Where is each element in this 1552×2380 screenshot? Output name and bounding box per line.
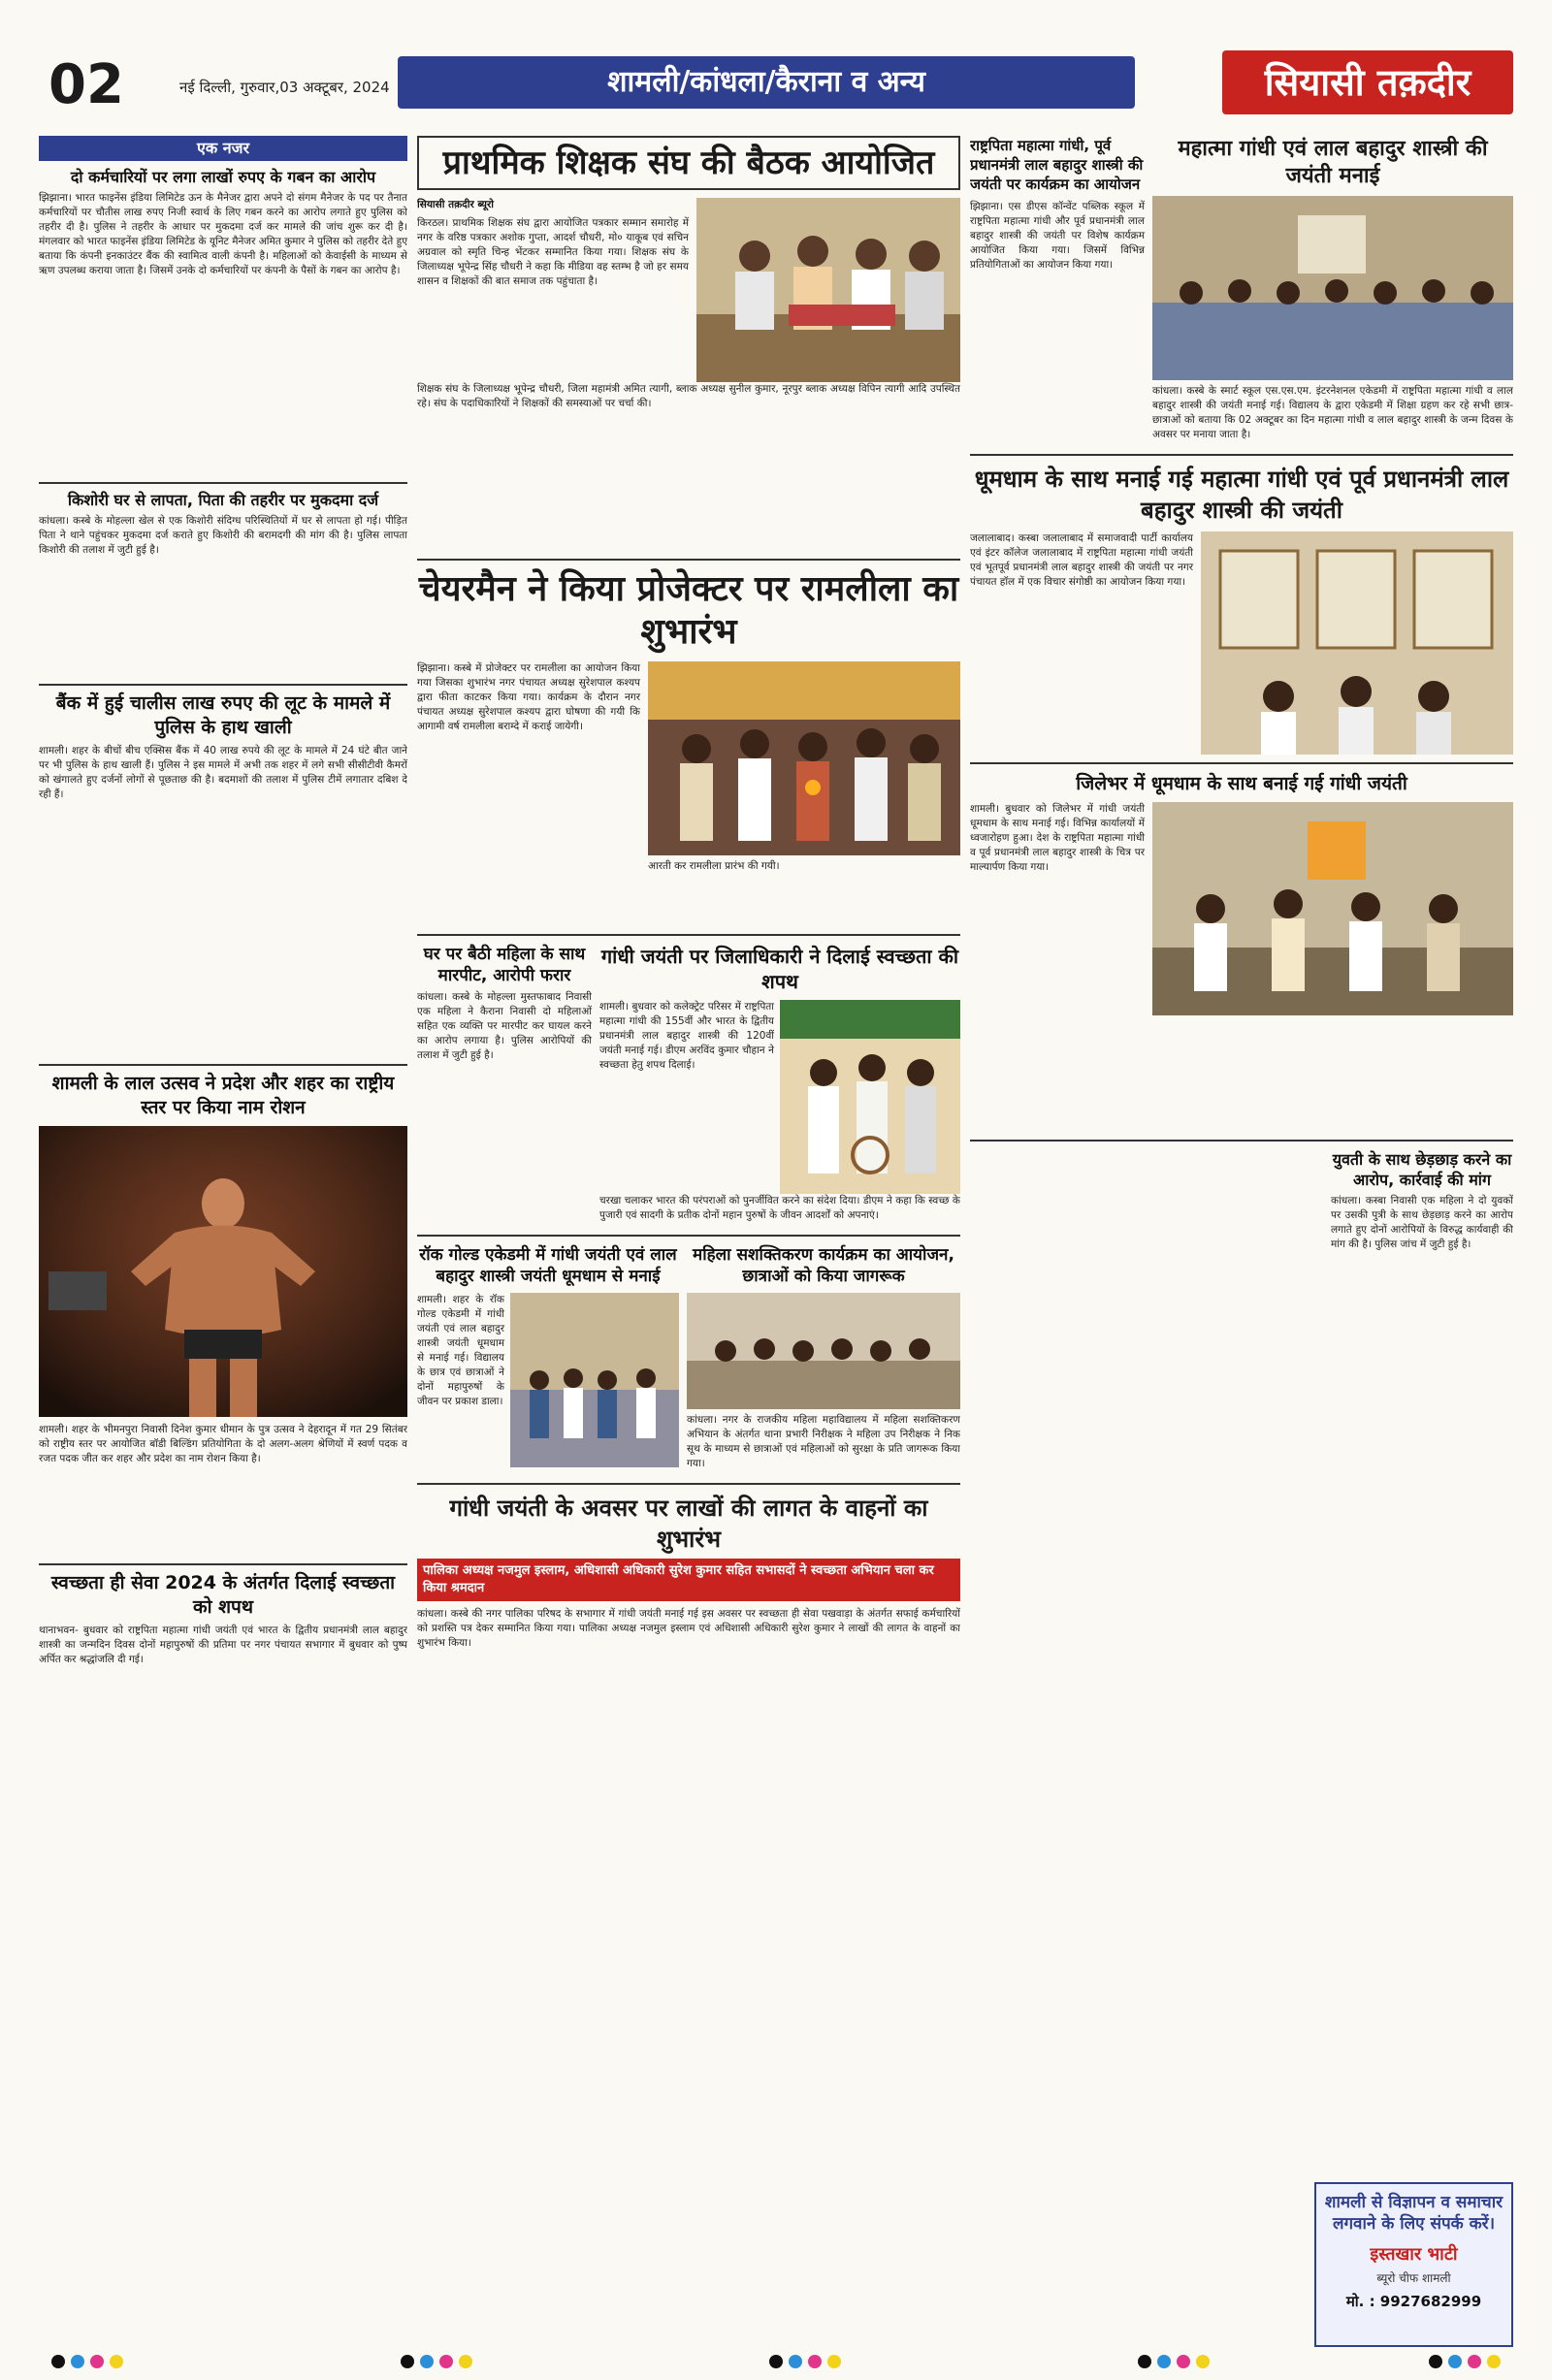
story-jayanti-karyakram: झिझाना। एस डीएस कॉन्वेंट पब्लिक स्कूल में राष्ट्रपिता महात्मा गांधी और पूर्व प्रधानमंत्री लाल बहादुर शास्त्री की जयंती पर विशेष कार्यक्रम आयोजित किया गया। जिसमें विभिन्न प्रतियोगिताओं का आयोजन किया गया। [970,201,1145,271]
headline-chhedchhad: युवती के साथ छेड़छाड़ करने का आरोप, कार्रवाई की मांग [1332,1150,1512,1189]
caption-ramleela: आरती कर रामलीला प्रारंभ की गयी। [648,860,780,872]
story-shikshak: किरठल। प्राथमिक शिक्षक संघ द्वारा आयोजित पत्रकार सम्मान समारोह में नगर के वरिष्ठ पत्रकार अशोक गुप्ता, आदर्श चौधरी, मो० याकूब एवं सचिन अग्रवाल को स्मृति चिन्ह भेंटकर सम्मानित किया गया। शिक्षक संघ के जिलाध्यक्ष भूपेन्द्र सिंह चौधरी ने कहा कि मीडिया वह स्तम्भ है जो हर समय शासन व शिक्षकों की बात समाज तक पहुंचाता है। [417,217,689,287]
ad-text: शामली से विज्ञापन व समाचार लगवाने के लिए संपर्क करें। [1324,2193,1504,2234]
headline-ramleela: चेयरमैन ने किया प्रोजेक्टर पर रामलीला का शुभारंभ [418,569,959,652]
story-swachhata-sewa: थानाभवन- बुधवार को राष्ट्रपिता महात्मा गांधी जयंती एवं भारत के द्वितीय प्रधानमंत्री लाल बहादुर शास्त्री का जन्मदिन दिवस दोनों महापुरुषों की प्रतिमा पर नगर पंचायत सभागार में बुधवार को पुष्प अर्पित कर श्रद्धांजलि दी गई। [39,1624,407,1665]
headline-jilebhar: जिलेभर में धूमधाम के साथ बनाई गई गांधी जयंती [1076,773,1407,794]
story-utsav: शामली। शहर के भीमनपुरा निवासी दिनेश कुमार धीमान के पुत्र उत्सव ने देहरादून में गत 29 सितंबर को राष्ट्रीय स्तर पर आयोजित बॉडी बिल्डिंग प्रतियोगिता के दो अलग-अलग श्रेणियों में स्वर्ण पदक व रजत पदक जीत कर शहर और प्रदेश का नाम रोशन किया है। [39,1424,407,1464]
headline-jalalabad: धूमधाम के साथ मनाई गई महात्मा गांधी एवं पूर्व प्रधानमंत्री लाल बहादुर शास्त्री की जयंती [974,466,1509,524]
color-registration-strip [0,2342,1552,2380]
headline-rock-gold: रॉक गोल्ड एकेडमी में गांधी जयंती एवं लाल बहादुर शास्त्री जयंती धूमधाम से मनाई [419,1245,677,1286]
photo-jayanti-manai [1152,196,1513,380]
headline-marpeet: घर पर बैठी महिला के साथ मारपीट, आरोपी फरार [423,945,586,985]
subheadline-vahan: पालिका अध्यक्ष नजमुल इस्लाम, अधिशासी अधिकारी सुरेश कुमार सहित सभासदों ने स्वच्छता अभियान चला कर किया श्रमदान [417,1559,960,1601]
ek-nazar-label: एक नजर [39,136,407,161]
photo-rock-gold [510,1293,679,1467]
headline-gaban: दो कर्मचारियों पर लगा लाखों रुपए के गबन का आरोप [70,168,376,186]
newspaper-logo: सियासी तक़दीर [1222,50,1513,114]
headline-utsav: शामली के लाल उत्सव ने प्रदेश और शहर का राष्ट्रीय स्तर पर किया नाम रोशन [51,1073,395,1118]
photo-jalalabad [1201,531,1513,755]
story-mahila: कांधला। नगर के राजकीय महिला महाविद्यालय में महिला सशक्तिकरण अभियान के अंतर्गत थाना प्रभारी निरीक्षक ने महिला उप निरीक्षक ने निक सूथ के माध्यम से छात्राओं एवं महिलाओं को सुरक्षा के प्रति जागरूक किया गया। [687,1414,960,1469]
column-left [39,167,407,2325]
story-dm-shapath: शामली। बुधवार को कलेक्ट्रेट परिसर में राष्ट्रपिता महात्मा गांधी की 155वीं और भारत के द्वितीय प्रधानमंत्री लाल बहादुर शास्त्री की 120वीं जयंती मनाई गई। डीएम अरविंद कुमार चौहान ने स्वच्छता हेतु शपथ दिलाई। [599,1001,774,1071]
story-dm-shapath-2: चरखा चलाकर भारत की परंपराओं को पुनर्जीवित करने का संदेश दिया। डीएम ने कहा कि स्वच्छ के पुजारी एवं सादगी के प्रतीक दोनों महान पुरुषों के जीवन आदर्शों को अपनाएं। [599,1195,960,1221]
ad-phone: मो. : 9927682999 [1345,2293,1482,2310]
section-banner: शामली/कांधला/कैराना व अन्य [398,56,1135,109]
story-bank-loot: शामली। शहर के बीचों बीच एक्सिस बैंक में 40 लाख रुपये की लूट के मामले में 24 घंटे बीत जाने पर भी पुलिस के हाथ खाली हैं। पुलिस ने इस मामले में अभी तक शहर में लगे सभी सीसीटीवी कैमरों को खंगालते हुए दर्जनों लोगों से पूछताछ की है। बदमाशों की तलाश में पुलिस टीमें लगातार दबिश दे रही हैं। [39,745,407,800]
headline-kishori: किशोरी घर से लापता, पिता की तहरीर पर मुकदमा दर्ज [67,491,379,509]
photo-ramleela [648,661,960,855]
story-shikshak-2: शिक्षक संघ के जिलाध्यक्ष भूपेन्द्र चौधरी, जिला महामंत्री अमित त्यागी, ब्लाक अध्यक्ष सुनील कुमार, नूरपुर ब्लाक अध्यक्ष विपिन त्यागी आदि उपस्थित रहे। संघ के पदाधिकारियों ने शिक्षकों की समस्याओं पर चर्चा की। [417,383,960,409]
advertisement-box [1314,2182,1513,2347]
dateline: नई दिल्ली, गुरुवार,03 अक्टूबर, 2024 [179,79,390,96]
photo-shikshak-sangh [696,198,960,382]
page-number: 02 [48,53,124,116]
story-vahan: कांधला। कस्बे की नगर पालिका परिषद के सभागार में गांधी जयंती मनाई गई इस अवसर पर स्वच्छता ही सेवा पखवाड़ा के अंतर्गत सफाई कर्मचारियों को प्रशस्ति पत्र देकर सम्मानित किया गया। पालिका अध्यक्ष नजमुल इस्लाम एवं अधिशासी अधिकारी सुरेश कुमार ने लाखों की लागत के वाहनों का शुभारंभ किया। [417,1608,960,1649]
headline-bank-loot: बैंक में हुई चालीस लाख रुपए की लूट के मामले में पुलिस के हाथ खाली [55,692,391,738]
story-chhedchhad: कांधला। कस्बा निवासी एक महिला ने दो युवकों पर उसकी पुत्री के साथ छेड़छाड़ करने का आरोप लगाते हुए दोनों आरोपियों के विरुद्ध कार्यवाही की मांग की है। पुलिस जांच में जुटी हुई है। [1331,1195,1513,1250]
column-middle [417,136,960,2332]
story-jilebhar: शामली। बुधवार को जिलेभर में गांधी जयंती धूमधाम के साथ मनाई गई। विभिन्न कार्यालयों में ध्वजारोहण हुआ। देश के राष्ट्रपिता महात्मा गांधी व पूर्व प्रधानमंत्री लाल बहादुर शास्त्री के चित्र पर माल्यार्पण किया गया। [970,803,1145,873]
ad-name: इस्तखार भाटी [1370,2244,1458,2265]
photo-bodybuilder [39,1126,407,1417]
ad-role: ब्यूरो चीफ शामली [1376,2271,1451,2285]
headline-mahila-sashaktikaran: महिला सशक्तिकरण कार्यक्रम का आयोजन, छात्राओं को किया जागरूक [693,1245,954,1286]
story-jalalabad: जलालाबाद। कस्बा जलालाबाद में समाजवादी पार्टी कार्यालय एवं इंटर कॉलेज जलालाबाद में राष्ट्रपिता महात्मा गांधी जयंती एवं भूतपूर्व प्रधानमंत्री लाल बहादुर शास्त्री की जयंती पर नगर पंचायत हॉल में एक विचार संगोष्ठी का आयोजन किया गया। [970,532,1193,588]
byline: सियासी तक़दीर ब्यूरो [417,199,495,210]
headline-swachhata-sewa: स्वच्छता ही सेवा 2024 के अंतर्गत दिलाई स्वच्छता को शपथ [50,1572,396,1618]
headline-jayanti-karyakram: राष्ट्रपिता महात्मा गांधी, पूर्व प्रधानमंत्री लाल बहादुर शास्त्री की जयंती पर कार्यक्रम का आयोजन [970,137,1144,193]
headline-dm-shapath: गांधी जयंती पर जिलाधिकारी ने दिलाई स्वच्छता की शपथ [600,945,959,993]
story-gaban: झिझाना। भारत फाइनेंस इंडिया लिमिटेड ऊन के मैनेजर द्वारा अपने दो संगम मैनेजर के पद पर तैनात कर्मचारियों पर चौतीस लाख रुपए निजी स्वार्थ के लिए गबन करने का आरोप लगाते हुए पुलिस को तहरीर दी है। पुलिस ने तहरीर के आधार पर मुकदमा दर्ज कर मामले की जांच शुरू कर दी है। मंगलवार को भारत फाइनेंस इंडिया लिमिटेड के यूनिट मैनेजर अमित कुमार ने पुलिस को तहरीर देते हुए बताया कि कंपनी इनकाउंटर बैंक की स्वामित्व वाली कंपनी है। महिलाओं को केवाईसी के माध्यम से ऋण उपलब्ध कराया जाता है। जिसमें उनके दो कर्मचारियों पर कंपनी के पैसों के गबन का आरोप है। [39,192,407,276]
story-ramleela: झिझाना। कस्बे में प्रोजेक्टर पर रामलीला का आयोजन किया गया जिसका शुभारंभ नगर पंचायत अध्यक्ष सुरेशपाल कश्यप द्वारा फीता काटकर किया गया। कार्यक्रम के दौरान नगर पंचायत अध्यक्ष सुरेशपाल कश्यप द्वारा घोषणा की गयी कि आगामी वर्ष रामलीला बराम्दे में कराई जायेगी। [417,662,640,732]
masthead [39,39,1513,126]
story-marpeet: कांधला। कस्बे के मोहल्ला मुस्तफाबाद निवासी एक महिला ने कैराना निवासी दो महिलाओं सहित एक व्यक्ति पर मारपीट कर घायल करने का आरोप लगाया है। पुलिस आरोपियों की तलाश में जुटी हुई है। [417,991,592,1061]
photo-mahila [687,1293,960,1409]
story-jayanti-manai: कांधला। कस्बे के स्मार्ट स्कूल एस.एस.एम. इंटरनेशनल एकेडमी में राष्ट्रपिता महात्मा गांधी व लाल बहादुर शास्त्री की जयंती मनाई गई। विद्यालय के द्वारा एकेडमी में शिक्षा ग्रहण कर रहे सभी छात्र-छात्राओं को बताया कि 02 अक्टूबर का दिन महात्मा गांधी व लाल बहादुर शास्त्री के जन्म दिवस के अवसर पर मनाया जाता है। [1152,385,1513,440]
headline-shikshak-sangh: प्राथमिक शिक्षक संघ की बैठक आयोजित [417,136,960,190]
story-kishori: कांधला। कस्बे के मोहल्ला खेल से एक किशोरी संदिग्ध परिस्थितियों में घर से लापता हो गई। पीड़ित पिता ने थाने पहुंचकर मुकदमा दर्ज कराते हुए किशोरी की बरामदगी की मांग की है। पुलिस लापता किशोरी की तलाश में जुटी हुई है। [39,515,407,556]
headline-jayanti-manai: महात्मा गांधी एवं लाल बहादुर शास्त्री की जयंती मनाई [1178,137,1488,188]
headline-vahan: गांधी जयंती के अवसर पर लाखों की लागत के वाहनों का शुभारंभ [449,1495,928,1553]
photo-jilebhar [1152,802,1513,1015]
column-right [970,136,1513,2172]
photo-dm-shapath [780,1000,960,1194]
story-rock-gold: शामली। शहर के रॉक गोल्ड एकेडमी में गांधी जयंती एवं लाल बहादुर शास्त्री जयंती धूमधाम से मनाई गई। विद्यालय के छात्र एवं छात्राओं ने दोनों महापुरुषों के जीवन पर प्रकाश डाला। [417,1294,504,1407]
